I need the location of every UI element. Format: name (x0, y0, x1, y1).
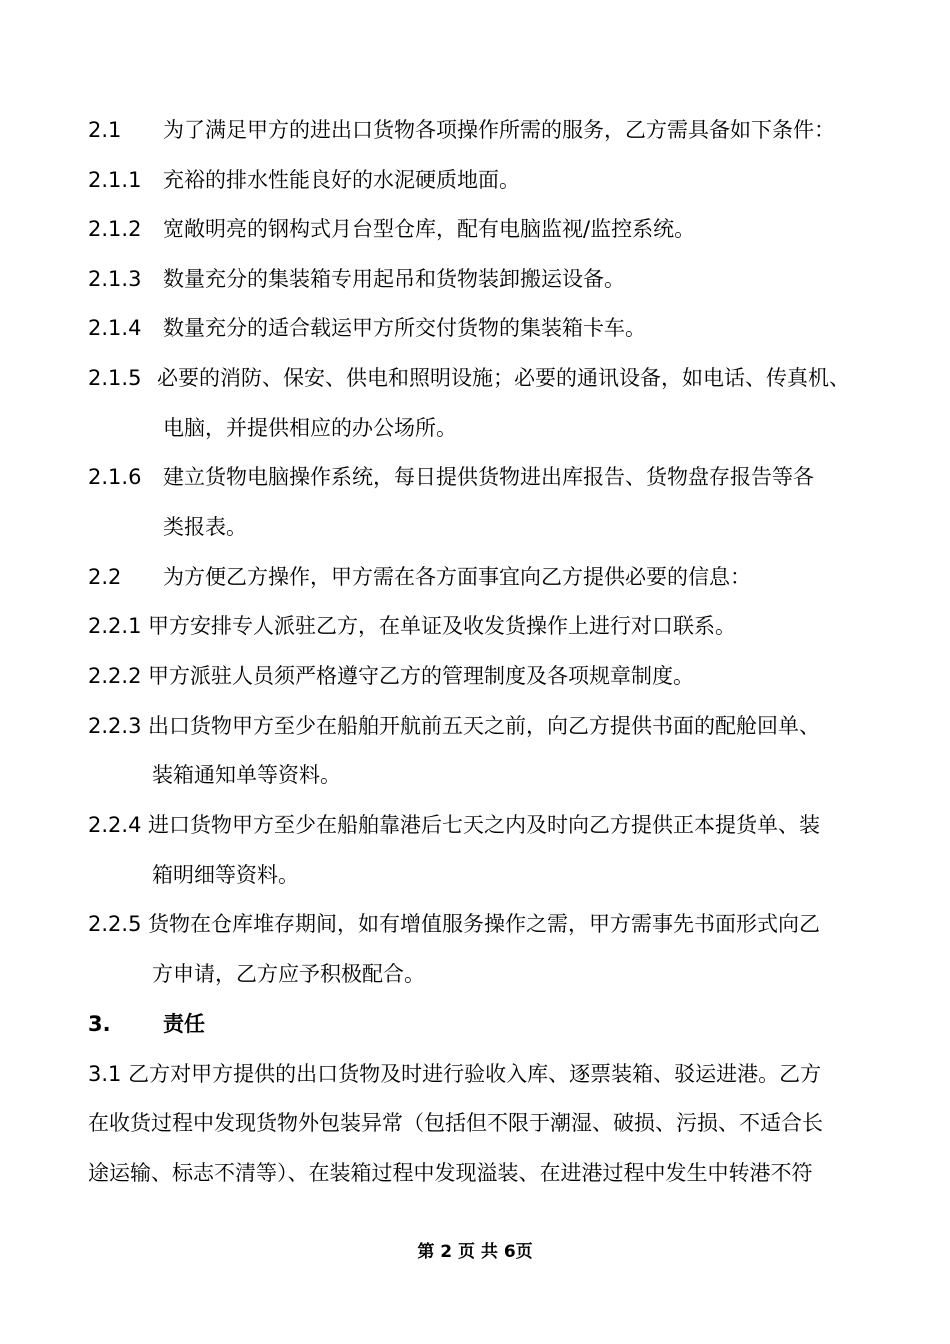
section-continuation-text: 装箱通知单等资料。 (152, 763, 341, 787)
section-number: 2.2.5 (88, 912, 142, 936)
section-number: 2.1.2 (88, 217, 142, 241)
section-text: 建立货物电脑操作系统，每日提供货物进出库报告、货物盘存报告等各 (163, 465, 814, 489)
section-number: 2.2.4 (88, 813, 142, 837)
section-continuation-text: 类报表。 (163, 515, 247, 539)
section-number: 2.1.3 (88, 267, 142, 291)
section-number: 2.1.1 (88, 168, 142, 192)
paragraph-line: 3.1 乙方对甲方提供的出口货物及时进行验收入库、逐票装箱、驳运进港。乙方 (88, 1062, 822, 1086)
section-number: 2.1.4 (88, 316, 142, 340)
section-text: 进口货物甲方至少在船舶靠港后七天之内及时向乙方提供正本提货单、装 (148, 813, 820, 837)
section-text: 为了满足甲方的进出口货物各项操作所需的服务，乙方需具备如下条件： (163, 118, 835, 142)
section-number: 2.2 (88, 565, 122, 589)
section-text: 必要的消防、保安、供电和照明设施；必要的通讯设备，如电话、传真机、 (157, 366, 850, 390)
section-continuation-text: 方申请，乙方应予积极配合。 (152, 962, 425, 986)
section-text: 数量充分的集装箱专用起吊和货物装卸搬运设备。 (163, 267, 625, 291)
page-footer: 第 2 页 共 6页 (417, 1242, 533, 1262)
section-number: 2.2.1 (88, 614, 142, 638)
section-text: 甲方安排专人派驻乙方，在单证及收发货操作上进行对口联系。 (148, 614, 736, 638)
section-continuation-text: 箱明细等资料。 (152, 863, 299, 887)
section-text: 宽敞明亮的钢构式月台型仓库，配有电脑监视/监控系统。 (163, 217, 696, 241)
section-continuation-text: 电脑，并提供相应的办公场所。 (163, 416, 457, 440)
section-number: 2.1.5 (88, 366, 142, 390)
section-text: 出口货物甲方至少在船舶开航前五天之前，向乙方提供书面的配舱回单、 (148, 714, 820, 738)
heading-number: 3. (88, 1012, 111, 1036)
section-text: 甲方派驻人员须严格遵守乙方的管理制度及各项规章制度。 (148, 664, 694, 688)
section-number: 2.1 (88, 118, 122, 142)
section-number: 2.2.3 (88, 714, 142, 738)
section-number: 2.2.2 (88, 664, 142, 688)
section-number: 2.1.6 (88, 465, 142, 489)
section-text: 数量充分的适合载运甲方所交付货物的集装箱卡车。 (163, 316, 646, 340)
paragraph-line: 途运输、标志不清等）、在装箱过程中发现溢装、在进港过程中发生中转港不符 (88, 1161, 813, 1185)
section-text: 充裕的排水性能良好的水泥硬质地面。 (163, 168, 520, 192)
heading-text: 责任 (163, 1012, 205, 1036)
section-text: 为方便乙方操作，甲方需在各方面事宜向乙方提供必要的信息： (163, 565, 751, 589)
paragraph-line: 在收货过程中发现货物外包装异常（包括但不限于潮湿、破损、污损、不适合长 (88, 1111, 823, 1135)
section-text: 货物在仓库堆存期间，如有增值服务操作之需，甲方需事先书面形式向乙 (148, 912, 820, 936)
